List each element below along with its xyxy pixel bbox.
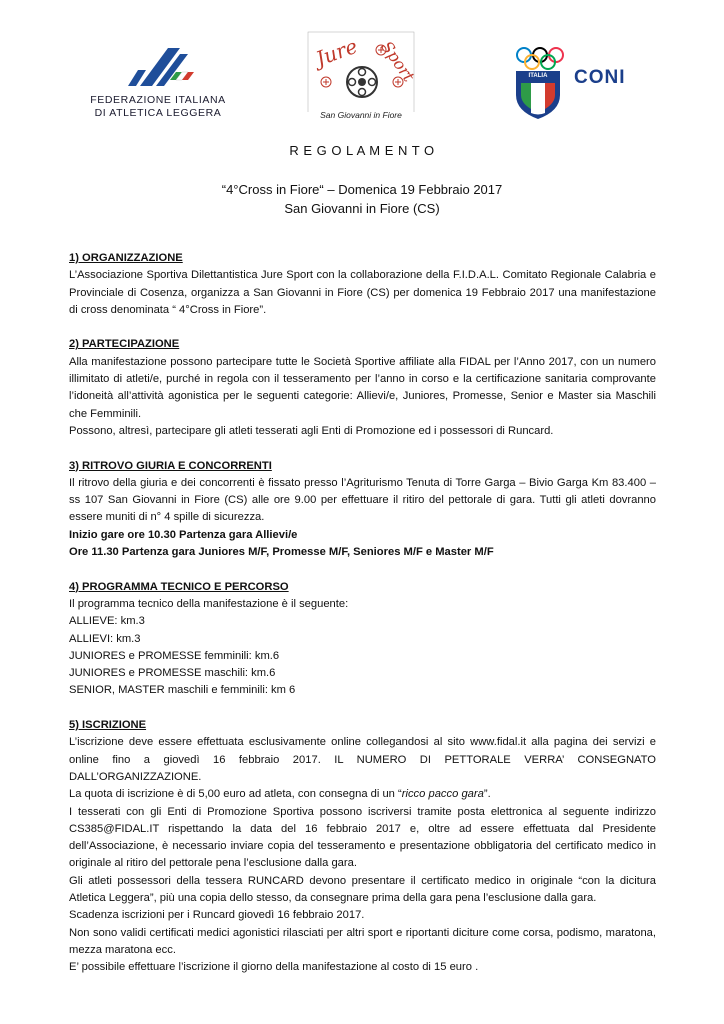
program-item: ALLIEVE: km.3 bbox=[69, 615, 145, 628]
section-5-title: 5) ISCRIZIONE bbox=[69, 719, 147, 732]
regulation-body bbox=[69, 250, 656, 976]
svg-text:Jure: Jure bbox=[312, 33, 361, 71]
event-subtitle: “4°Cross in Fiore“ – Domenica 19 Febbraio 2017 bbox=[221, 182, 503, 197]
section-3-body: Il ritrovo della giuria e dei concorrenti è fissato presso l’Agriturismo Tenuta di Torre Garga – Bivio Garga Km 83.400 – ss 107 San Giovanni in Fiore (CS) alle ore 9.00 per effettuare il ritiro del pettorale di gara. Tutti gli atleti dovranno essere muniti di n° 4 spille di sicurezza. bbox=[69, 476, 656, 524]
event-location: San Giovanni in Fiore (CS) bbox=[284, 201, 440, 216]
section-2-title: 2) PARTECIPAZIONE bbox=[69, 338, 180, 351]
jure-sport-caption: San Giovanni in Fiore bbox=[320, 110, 402, 120]
fee-text-end: ”. bbox=[483, 788, 491, 801]
jure-sport-emblem-icon bbox=[306, 30, 416, 112]
section-5-paragraph-6: Non sono validi certificati medici agonistici rilasciati per altri sport e riportanti diciture come corsa, podismo, maratona, mezza maratona ecc. bbox=[69, 926, 656, 956]
section-4-intro: Il programma tecnico della manifestazione è il seguente: bbox=[69, 597, 349, 610]
section-1-body: L’Associazione Sportiva Dilettantistica Jure Sport con la collaborazione della F.I.D.A.L. Comitato Regionale Calabria e Provinciale di Cosenza, organizza a San Giovanni in Fiore (CS) per domenica 19 Febbraio 2017 una manifestazione di cross denominata “ 4°Cross in Fiore”. bbox=[69, 269, 656, 316]
jure-sport-logo bbox=[306, 30, 416, 125]
section-5-paragraph-3: I tesserati con gli Enti di Promozione Sportiva possono iscriversi tramite posta elettronica al seguente indirizzo CS385@FIDAL.IT rispettando la data del 16 febbraio 2017 e, oltre ad essere effettuata dal Presidente dell’Associazione, è necessario inviare copia del tesseramento e presentazione obbligatoria del certificato medico in originale al ritiro del pettorale pena l’esclusione dalla gara. bbox=[69, 805, 656, 870]
section-3-start-others: Ore 11.30 Partenza gara Juniores M/F, Promesse M/F, Seniores M/F e Master M/F bbox=[69, 546, 494, 559]
header-logos bbox=[0, 0, 724, 130]
fee-pack-text: ricco pacco gara bbox=[401, 788, 484, 801]
fidal-logo bbox=[88, 40, 228, 124]
section-3-title: 3) RITROVO GIURIA E CONCORRENTI bbox=[69, 459, 272, 472]
document-title: R E G O L A M E N T O bbox=[289, 143, 435, 158]
section-1-title: 1) ORGANIZZAZIONE bbox=[69, 252, 183, 264]
section-4-title: 4) PROGRAMMA TECNICO E PERCORSO bbox=[69, 580, 289, 593]
program-item: JUNIORES e PROMESSE femminili: km.6 bbox=[69, 649, 280, 662]
section-5-paragraph-1: L’iscrizione deve essere effettuata esclusivamente online collegandosi al sito www.fidal.it alla pagina dei servizi e online fino a giovedì 16 febbraio 2017. IL NUMERO DI PETTORALE VERRA’ CONSEGNATO DALL’ORGANIZZAZIONE. bbox=[69, 736, 656, 783]
fidal-name-line-2: DI ATLETICA LEGGERA bbox=[94, 107, 222, 119]
section-5-paragraph-5: Scadenza iscrizioni per i Runcard giovedì 16 febbraio 2017. bbox=[69, 909, 365, 922]
program-item: SENIOR, MASTER maschili e femminili: km 6 bbox=[69, 684, 296, 697]
section-2-body: Alla manifestazione possono partecipare tutte le Società Sportive affiliate alla FIDAL per l’Anno 2017, con un numero illimitato di atleti/e, purché in regola con il tesseramento per l’anno in corso e la certificazione sanitaria comprovante l’idoneità all’attività agonistica per le seguenti categorie: Allievi/e, Juniores, Promesse, Senior e Master sia Maschili che Femminili. bbox=[69, 355, 656, 420]
coni-italia-label: ITALIA bbox=[528, 73, 548, 79]
fidal-emblem-icon bbox=[88, 40, 228, 94]
program-item: JUNIORES e PROMESSE maschili: km.6 bbox=[69, 667, 276, 680]
fidal-name-line-1: FEDERAZIONE ITALIANA bbox=[90, 94, 226, 106]
section-3-start-allievi: Inizio gare ore 10.30 Partenza gara Allievi/e bbox=[69, 528, 298, 541]
program-item: ALLIEVI: km.3 bbox=[69, 632, 141, 645]
fee-text: La quota di iscrizione è di 5,00 euro ad atleta, con consegna di un “ bbox=[69, 788, 402, 801]
coni-name: CONI bbox=[574, 67, 626, 88]
section-2-body-2: Possono, altresì, partecipare gli atleti tesserati agli Enti di Promozione ed i possessori di Runcard. bbox=[69, 424, 554, 437]
section-5-paragraph-2 bbox=[69, 786, 656, 803]
coni-logo bbox=[512, 45, 637, 120]
svg-text:Sport: Sport bbox=[377, 37, 416, 86]
section-5-paragraph-4: Gli atleti possessori della tessera RUNCARD devono presentare il certificato medico in originale “con la dicitura Atletica Leggera”, più una copia dello stesso, da consegnare prima della gara pena l’esclusione dalla gara. bbox=[69, 874, 656, 904]
section-5-paragraph-7: E’ possibile effettuare l’iscrizione il giorno della manifestazione al costo di 15 euro . bbox=[69, 961, 479, 974]
